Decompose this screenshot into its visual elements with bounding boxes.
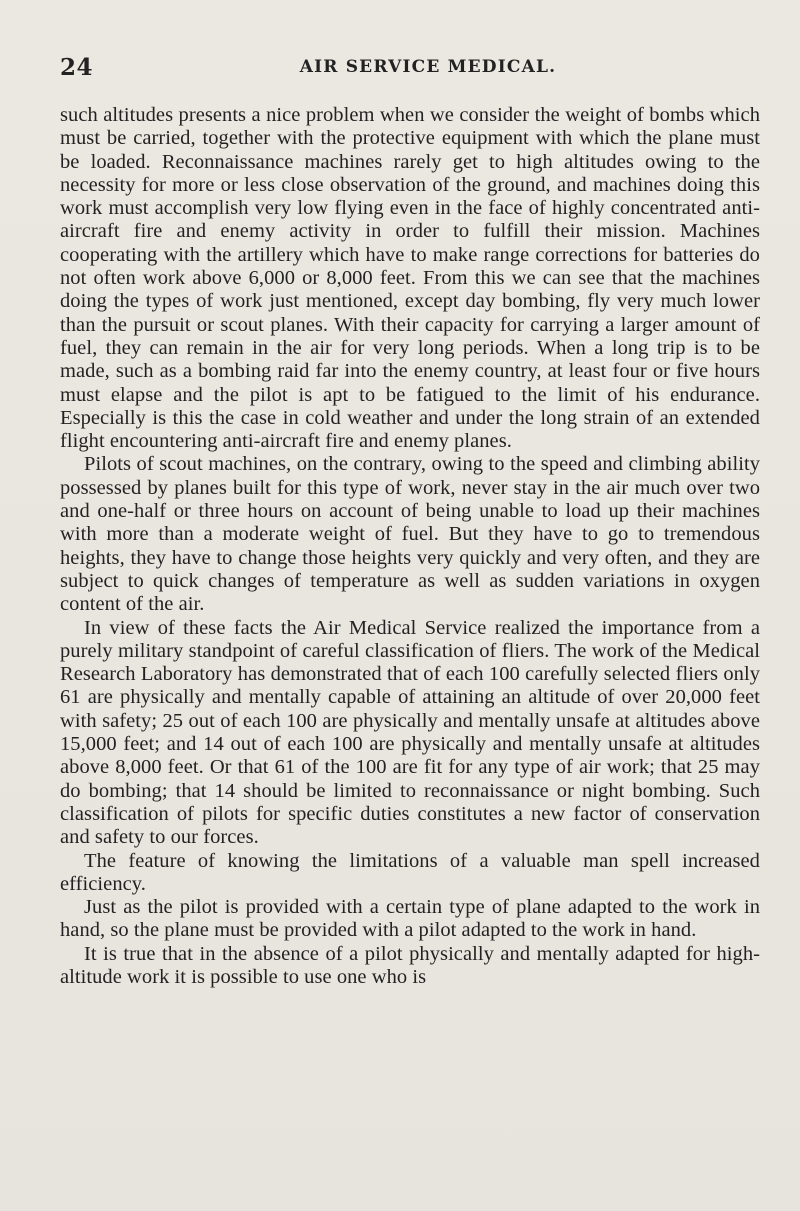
- paragraph-1: such altitudes presents a nice problem when we consider the weight of bombs which must be carried, together with the protective equipment with which the plane must be loaded. Reconnaissance machines rarely get to high altitudes owing to the necessity for more or less close observation of the ground, and machines doing this work must accomplish very low flying even in the face of highly concentrated anti-aircraft fire and enemy activity in order to fulfill their mission. Machines cooperating with the artillery which have to make range corrections for batteries do not often work above 6,000 or 8,000 feet. From this we can see that the machines doing the types of work just mentioned, except day bombing, fly very much lower than the pursuit or scout planes. With their capacity for carrying a larger amount of fuel, they can remain in the air for very long periods. When a long trip is to be made, such as a bombing raid far into the enemy country, at least four or five hours must elapse and the pilot is apt to be fatigued to the limit of his endurance. Especially is this the case in cold weather and under the long strain of an extended flight encountering anti-aircraft fire and enemy planes.: [60, 104, 760, 453]
- paragraph-6: It is true that in the absence of a pilot physically and mentally adapted for high-altitude work it is possible to use one who is: [60, 942, 760, 988]
- body-text: [60, 104, 760, 989]
- paragraph-3: In view of these facts the Air Medical Service realized the importance from a purely military standpoint of careful classification of fliers. The work of the Medical Research Laboratory has demonstrated that of each 100 carefully selected fliers only 61 are physically and mentally capable of attaining an altitude of over 20,000 feet with safety; 25 out of each 100 are physically and mentally unsafe at altitudes above 15,000 feet; and 14 out of each 100 are physically and mentally unsafe at altitudes above 8,000 feet. Or that 61 of the 100 are fit for any type of air work; that 25 may do bombing; that 14 should be limited to reconnaissance or night bombing. Such classification of pilots for specific duties constitutes a new factor of conservation and safety to our forces.: [60, 616, 760, 849]
- paragraph-2: Pilots of scout machines, on the contrary, owing to the speed and climbing ability possessed by planes built for this type of work, never stay in the air much over two and one-half or three hours on account of being unable to load up their machines with more than a moderate weight of fuel. But they have to go to tremendous heights, they have to change those heights very quickly and very often, and they are subject to quick changes of temperature as well as sudden variations in oxygen content of the air.: [60, 453, 760, 616]
- page-number: 24: [60, 54, 94, 81]
- running-title: AIR SERVICE MEDICAL.: [299, 57, 557, 77]
- running-head: [60, 54, 756, 81]
- paragraph-5: Just as the pilot is provided with a certain type of plane adapted to the work in hand, so the plane must be provided with a pilot adapted to the work in hand.: [60, 896, 760, 942]
- paragraph-4: The feature of knowing the limitations of a valuable man spell increased efficiency.: [60, 849, 760, 895]
